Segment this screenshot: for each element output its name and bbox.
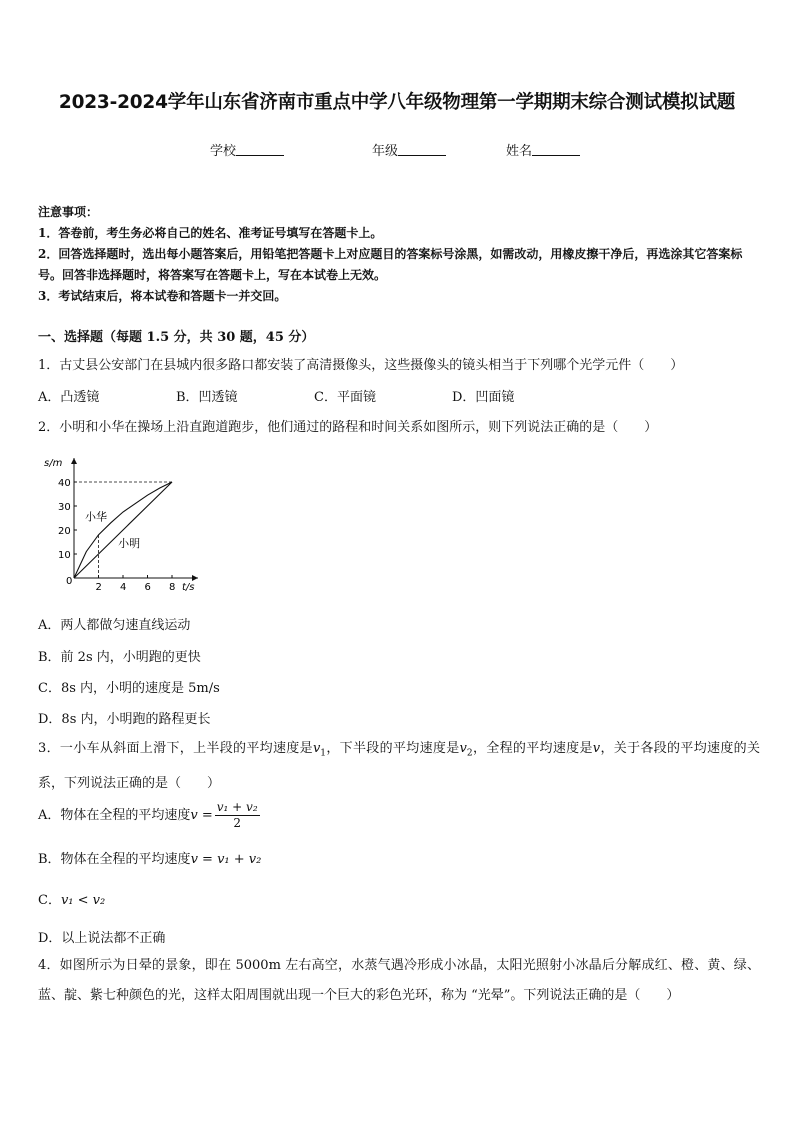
q3-v1: v (312, 741, 321, 756)
q3-v2-sub: 2 (466, 748, 473, 759)
q3-stem-part: ，关于各段的平均速度的关系，下列说法正确的是（ ） (38, 741, 760, 791)
q1-option-a[interactable]: A．凸透镜 (38, 390, 100, 405)
q3-option-c-expr: v₁ < v₂ (60, 893, 106, 908)
q4-stem: 4．如图所示为日晕的景象，即在 5000m 左右高空，水蒸气遇冷形成小冰晶，太阳光照射小冰晶后分解成红、橙、黄、绿、蓝、靛、紫七种颜色的光，这样太阳周围就出现一个巨大的彩色光环，称为 “光晕”。下列说法正确的是（ ） (38, 958, 760, 1003)
school-blank[interactable] (236, 143, 284, 156)
q3-stem (38, 734, 760, 799)
q3-v: v (592, 741, 601, 756)
notes-heading: 注意事项： (38, 205, 99, 219)
y-axis-label: s/m (44, 458, 63, 469)
note-item: 2．回答选择题时，选出每小题答案后，用铅笔把答题卡上对应题目的答案标号涂黑，如需改动，用橡皮擦干净后，再选涂其它答案标号。回答非选择题时，将答案写在答题卡上，写在本试卷上无效。 (38, 247, 743, 282)
origin-label: 0 (66, 576, 73, 587)
q1-option-b[interactable]: B．凹透镜 (176, 390, 238, 405)
x-tick-label: 4 (120, 582, 127, 593)
grade-blank[interactable] (398, 143, 446, 156)
name-label: 姓名 (506, 144, 533, 159)
grade-label: 年级 (372, 144, 399, 159)
q3-option-c[interactable] (38, 889, 105, 908)
fraction-denominator: 2 (233, 816, 242, 830)
name-field[interactable] (506, 140, 580, 159)
q3-stem-part: ，全程的平均速度是 (472, 741, 593, 756)
fraction-numerator: v₁ + v₂ (216, 800, 258, 814)
q2-option-d[interactable]: D．8s 内，小明跑的路程更长 (38, 712, 211, 727)
x-tick-label: 8 (169, 582, 176, 593)
q1-stem: 1．古丈县公安部门在县城内很多路口都安装了高清摄像头，这些摄像头的镜头相当于下列哪个光学元件（ ） (38, 358, 684, 373)
grade-field[interactable] (372, 140, 446, 159)
q2-option-b[interactable]: B．前 2s 内，小明跑的更快 (38, 650, 201, 665)
q1-options (38, 386, 590, 405)
x-axis-label: t/s (182, 582, 195, 593)
q3-option-a-fraction (215, 800, 260, 831)
q2-option-a[interactable]: A．两人都做匀速直线运动 (38, 618, 191, 633)
q3-option-a-text: A．物体在全程的平均速度 (38, 808, 191, 823)
page-title: 2023-2024学年山东省济南市重点中学八年级物理第一学期期末综合测试模拟试题 (58, 92, 736, 113)
q1-option-d[interactable]: D．凹面镜 (452, 390, 515, 405)
q3-option-a-lhs: v = (190, 808, 213, 823)
q3-option-b[interactable] (38, 848, 261, 867)
q1-option-c[interactable]: C．平面镜 (314, 390, 376, 405)
series-line-xiaoming (74, 482, 172, 578)
y-tick-label: 20 (58, 526, 71, 537)
series-label-xiaoming: 小明 (118, 536, 141, 550)
series-label-xiaohua: 小华 (85, 510, 108, 524)
q3-v2: v (459, 741, 467, 756)
q2-distance-time-chart (40, 452, 210, 602)
y-tick-label: 10 (58, 550, 71, 561)
q3-v1-sub: 1 (320, 748, 327, 759)
y-tick-label: 40 (58, 478, 71, 489)
q3-stem-part: ，下半段的平均速度是 (326, 741, 460, 756)
x-tick-label: 6 (144, 582, 151, 593)
q3-option-d[interactable]: D．以上说法都不正确 (38, 931, 166, 946)
school-label: 学校 (210, 144, 237, 159)
q3-option-b-text: B．物体在全程的平均速度 (38, 852, 191, 867)
q2-stem: 2．小明和小华在操场上沿直跑道跑步，他们通过的路程和时间关系如图所示，则下列说法正确的是（ ） (38, 420, 658, 435)
note-item: 3．考试结束后，将本试卷和答题卡一并交回。 (38, 289, 287, 303)
notes-block (38, 202, 760, 307)
x-tick-label: 2 (95, 582, 102, 593)
q3-option-b-expr: v = v₁ + v₂ (190, 852, 262, 867)
section-heading: 一、选择题（每题 1.5 分，共 30 题，45 分） (38, 330, 315, 345)
q3-option-c-text: C． (38, 893, 61, 908)
school-field[interactable] (210, 140, 284, 159)
q3-stem-part: 3．一小车从斜面上滑下，上半段的平均速度是 (38, 741, 313, 756)
q3-option-a[interactable] (38, 800, 260, 831)
name-blank[interactable] (532, 143, 580, 156)
q2-option-c[interactable]: C．8s 内，小明的速度是 5m/s (38, 681, 220, 696)
y-tick-label: 30 (58, 502, 71, 513)
note-item: 1．答卷前，考生务必将自己的姓名、准考证号填写在答题卡上。 (38, 226, 383, 240)
